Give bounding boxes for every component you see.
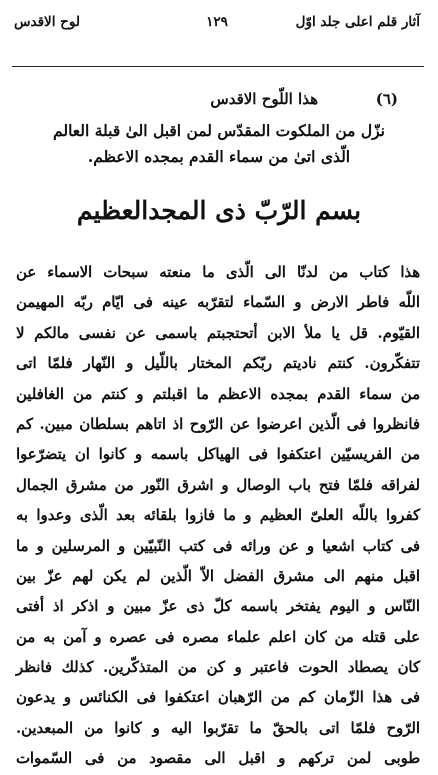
running-head-book-title: آثار قلم اعلى جلد اوّل bbox=[295, 14, 420, 30]
body-line: فى هذا الزّمان كم من الرّهبان اعتكفوا فى الكنائس و يدعون bbox=[16, 689, 420, 707]
body-line: كفروا باللّه العلىّ العظيم و ما فازوا بلقائه بعد الّذى وعدوا به bbox=[16, 507, 420, 525]
body-line: هذا كتاب من لدنّا الى الّذى ما منعته سبحات الاسماء عن bbox=[16, 264, 420, 281]
page-number: ١٢٩ bbox=[206, 14, 228, 30]
header-rule bbox=[12, 66, 424, 67]
body-line: لفراقه فلمّا فتح باب الوصال و اشرق النّور من مشرق الجمال bbox=[16, 476, 420, 494]
page-header bbox=[14, 14, 420, 38]
body-line: من الفريسيّين اعتكفوا فى الهياكل باسمه و كانوا ان يتضرّعوا bbox=[16, 446, 420, 464]
tablet-body-text bbox=[16, 258, 420, 775]
body-line: فى كتاب اشعيا و عن ورائه فى كتب النّبيّين و المرسلين و ما bbox=[16, 537, 420, 555]
tablet-introduction bbox=[20, 118, 418, 170]
body-line: اللّه فاطر الارض و السّماء لتقرّبه عينه فى ايّام ربّه المهيمن bbox=[16, 294, 420, 312]
running-head-tablet-name: لوح الاقدس bbox=[14, 14, 80, 30]
tablet-number: (٦) bbox=[375, 90, 398, 108]
body-line: الرّوح فلمّا اتى بالحقّ ما تقرّبوا اليه و كانوا من المبعدين. bbox=[16, 719, 420, 737]
body-line: من سماء القدم بمجده الاعظم ما اقبلتم و كنتم من الغافلين bbox=[16, 385, 420, 403]
intro-line: نزّل من الملكوت المقدّس لمن اقبل الیٰ قبلة العالم bbox=[53, 121, 385, 140]
invocation-heading: بسم الرّبّ ذى المجدالعظیم bbox=[76, 196, 362, 225]
body-line: النّاس و اليوم يفتخر باسمه كلّ ذى عزّ مبين و اذكر اذ أفتى bbox=[16, 598, 420, 616]
body-line: اقبل منهم الى مشرق الفضل الاّ الّذين لم يكن لهم عزّ بين bbox=[16, 567, 420, 585]
tablet-title: هذا اللّوح الاقدس bbox=[210, 90, 318, 108]
body-line: طوبى لمن تركهم و اقبل الى مقصود من فى السّموات bbox=[16, 750, 420, 768]
body-line: تتفكّرون. كنتم ناديتم ربّكم المختار باللّيل و النّهار فلمّا اتى bbox=[16, 355, 420, 373]
body-line: فانظروا فى الّذين اعرضوا عن الرّوح اذ اتاهم بسلطان مبين. كم bbox=[16, 415, 420, 433]
body-line: على قتله من كان اعلم علماء مصره فى عصره و آمن به من bbox=[16, 628, 420, 646]
body-line: كان يصطاد الحوت فاعتبر و كن من المتذكّرين. كذلك فانظر bbox=[16, 659, 420, 677]
intro-line: الّذى اتیٰ من سماء القدم بمجده الاعظم. bbox=[87, 147, 351, 166]
body-line: القيّوم. قل يا ملأ الابن أتحتجبتم باسمى عن نفسى مالكم لا bbox=[16, 324, 420, 342]
